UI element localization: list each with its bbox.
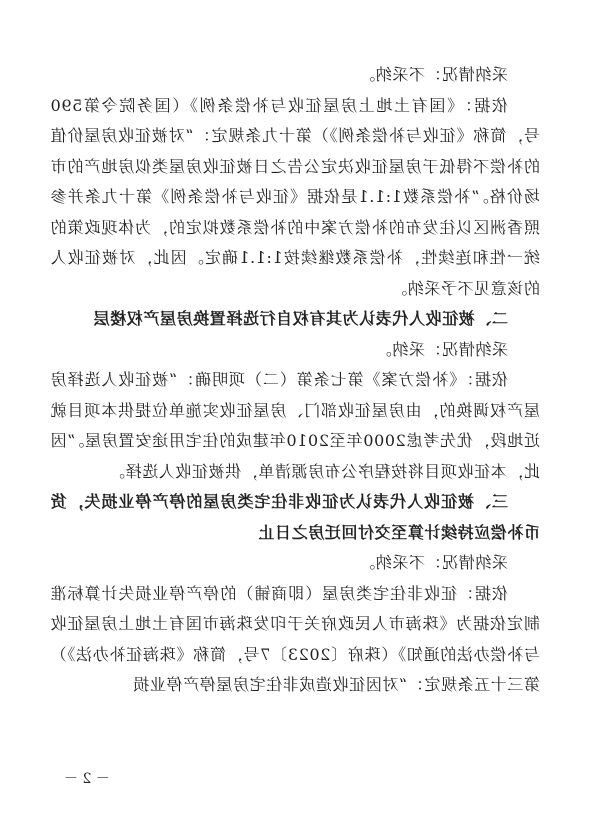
basis-paragraph-2: 依据：《补偿方案》第七条第（二）项明确：“被征收人选择房屋产权调换的，由房屋征收部门、房屋征收实施单位提供本项目就近地段，优先考虑2000年至2010年建成的住宅用途安置房屋。”因此，本征收项目将按程序公布房源清单，供被征收人选择。: [50, 370, 540, 481]
adoption-status-1: 采纳情况：不采纳。: [358, 65, 508, 84]
basis-paragraph-3: 依据：征收非住宅类房屋（即商铺）的停产停业损失计算标准制定依据为《珠海市人民政府关于印发珠海市国有土地上房屋征收与补偿办法的通知》（珠府〔2023〕7号，简称《珠海征补办法》）第三十五条规定：“对因征收造成非住宅房屋停产停业损: [50, 583, 540, 694]
section-heading-2: 二、被征收人代表认为其有权自行选择置换房屋产权楼层: [92, 309, 508, 328]
page-number: － 2 －: [64, 771, 110, 787]
adoption-status-3: 采纳情况：不采纳。: [358, 553, 508, 572]
section-heading-3: 三、被征收人代表认为征收非住宅类房屋的停产停业损失，货币补偿应持续计算至交付回迁房之日止: [50, 492, 540, 542]
adoption-status-2: 采纳情况：采纳。: [375, 339, 508, 359]
document-body: [50, 60, 540, 701]
basis-paragraph-1: 依据：《国有土地上房屋征收与补偿条例》（国务院令第590号，简称《征收与补偿条例》）第十九条规定：“对被征收房屋价值的补偿不得低于房屋征收决定公告之日被征收房屋类似房地产的市场价格。”补偿系数1:1.1是依据《征收与补偿条例》第十九条并参照香洲区以往发布的补偿方案中的补偿系数拟定的，为体现政策的统一性和连续性，补偿系数继续按1:1.1确定。因此，对被征收人的该意见不予采纳。: [50, 95, 540, 298]
